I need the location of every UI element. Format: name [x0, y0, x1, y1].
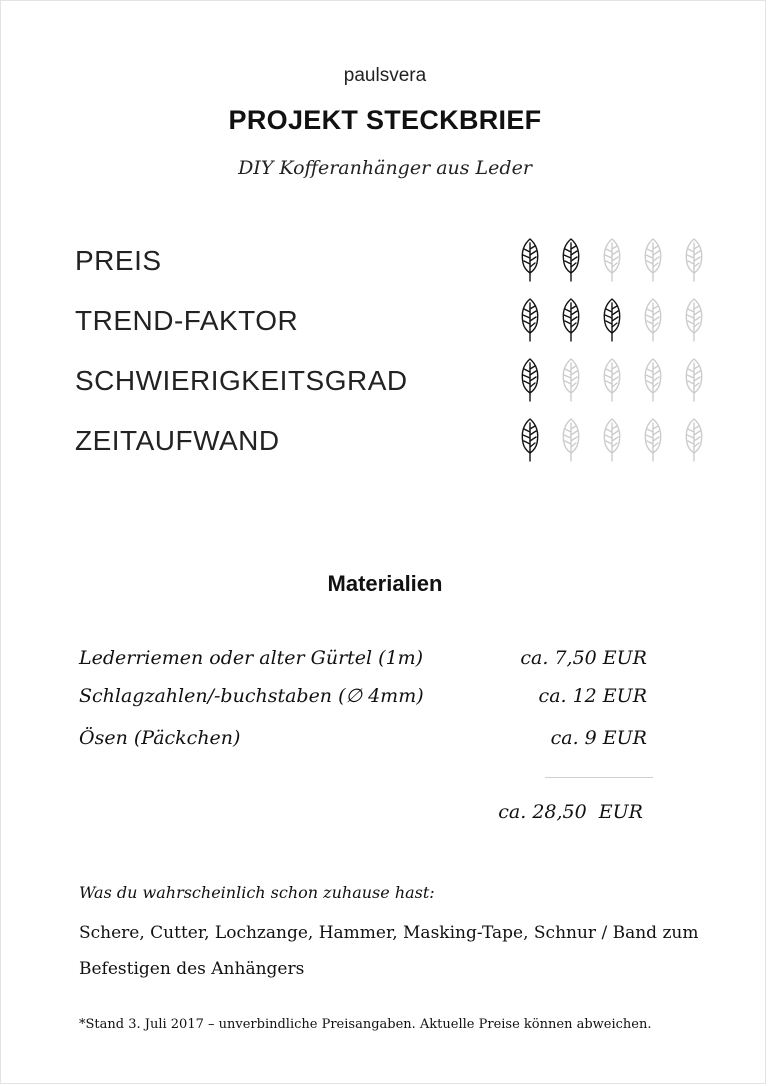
material-price: ca. 9 EUR: [550, 727, 647, 749]
material-price: ca. 7,50 EUR: [520, 647, 647, 669]
material-name: Lederriemen oder alter Gürtel (1m): [79, 647, 424, 669]
page-title: PROJEKT STECKBRIEF: [228, 105, 542, 135]
feather-icon: [642, 357, 664, 403]
brand-name: paulsvera: [343, 65, 427, 86]
material-item: [79, 685, 647, 715]
feather-icon: [519, 237, 541, 283]
feather-icon: [560, 417, 582, 463]
page-subtitle: DIY Kofferanhänger aus Leder: [238, 157, 532, 179]
feather-icon: [642, 237, 664, 283]
feather-icon: [683, 357, 705, 403]
feather-icon: [519, 297, 541, 343]
at-home-title: Was du wahrscheinlich schon zuhause hast:: [79, 883, 435, 902]
materials-total: ca. 28,50 EUR: [498, 801, 643, 823]
material-name: Ösen (Päckchen): [79, 727, 241, 749]
rating-label: SCHWIERIGKEITSGRAD: [75, 365, 408, 396]
feather-icon: [560, 237, 582, 283]
feather-icon: [601, 357, 623, 403]
rating-row-schwierigkeitsgrad: [75, 357, 715, 407]
feather-icon: [601, 417, 623, 463]
material-item: [79, 647, 647, 677]
feather-icon: [560, 357, 582, 403]
feather-icon: [642, 417, 664, 463]
rating-row-zeitaufwand: [75, 417, 715, 467]
total-divider: [545, 777, 653, 778]
rating-row-trend-faktor: [75, 297, 715, 347]
feather-icon: [601, 237, 623, 283]
material-name: Schlagzahlen/-buchstaben (∅ 4mm): [79, 685, 424, 707]
feather-icon: [519, 417, 541, 463]
material-item: [79, 727, 647, 757]
footnote: *Stand 3. Juli 2017 – unverbindliche Preisangaben. Aktuelle Preise können abweichen.: [79, 1017, 652, 1032]
rating-row-preis: [75, 237, 715, 287]
feather-icon: [560, 297, 582, 343]
feather-icon: [683, 297, 705, 343]
feather-icon: [642, 297, 664, 343]
feather-icon: [683, 417, 705, 463]
feather-icon: [519, 357, 541, 403]
feather-icon: [601, 297, 623, 343]
rating-label: PREIS: [75, 245, 162, 276]
rating-label: ZEITAUFWAND: [75, 425, 280, 456]
rating-label: TREND-FAKTOR: [75, 305, 299, 336]
material-price: ca. 12 EUR: [538, 685, 647, 707]
at-home-text: Schere, Cutter, Lochzange, Hammer, Masking-Tape, Schnur / Band zum Befestigen des Anhängers: [79, 923, 699, 979]
materials-title: Materialien: [327, 571, 443, 596]
feather-icon: [683, 237, 705, 283]
